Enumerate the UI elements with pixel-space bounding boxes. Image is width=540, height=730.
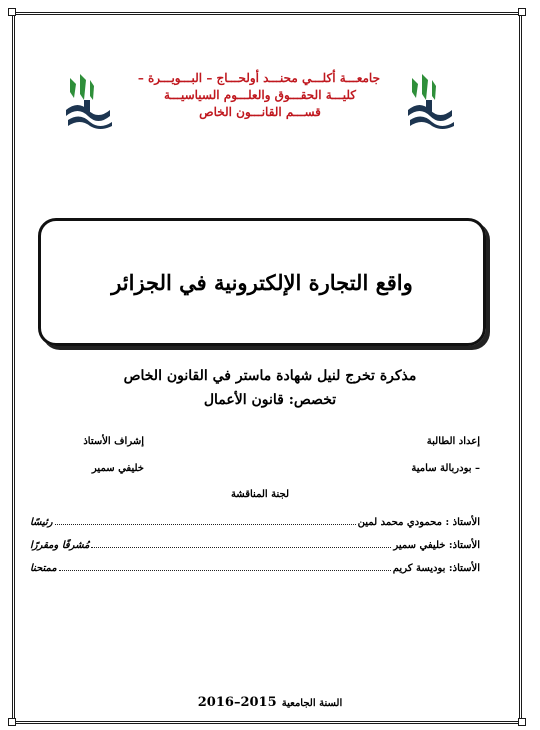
jury-member-role: رئيسًا [30,517,53,528]
committee-label: لجنة المناقشة [230,489,290,500]
jury-member-name: الأستاذ: خليفي سمير [393,540,480,551]
university-logo-right [402,70,458,132]
jury-member-row [30,514,480,528]
jury-member-row [30,537,480,551]
corner-ornament [518,718,526,726]
jury-member-name: الأستاذ : محمودي محمد لمين [357,517,480,528]
dotted-leader [55,523,356,525]
academic-year-value: 2015–2016 [197,695,277,710]
title-box [38,218,486,346]
jury-member-role: ممتحنا [30,563,57,574]
academic-year-label: السنة الجامعية [281,698,343,709]
thesis-title: واقع التجارة الإلكترونية في الجزائر [111,269,413,295]
academic-year [120,691,420,710]
corner-ornament [8,8,16,16]
jury-member-role: مُشرفًا ومقررًا [30,540,90,551]
faculty-name: كليـــة الحقـــوق والعلـــوم السياسيـــة [163,88,357,102]
specialization: تخصص: قانون الأعمال [203,392,337,408]
dotted-leader [91,546,391,548]
university-logo-left [60,70,116,132]
department-name: قســـم القانـــون الخاص [199,105,321,119]
supervisor-name: خليفي سمير [91,463,144,474]
corner-ornament [8,718,16,726]
dotted-leader [59,569,391,571]
institution-header [137,70,380,121]
jury-member-name: الأستاذ: بوديسة كريم [392,563,480,574]
student-label: إعداد الطالبة [426,436,480,447]
jury-member-row [30,560,480,574]
memo-description: مذكرة تخرج لنيل شهادة ماستر في القانون الخاص [123,368,417,384]
university-name: جامعـــة أكلـــي محنـــد أولحـــاج – البـــويـــرة – [137,71,380,85]
corner-ornament [518,8,526,16]
supervisor-label: إشراف الأستاذ [83,436,144,447]
student-name: – بودربالة سامية [411,463,480,474]
